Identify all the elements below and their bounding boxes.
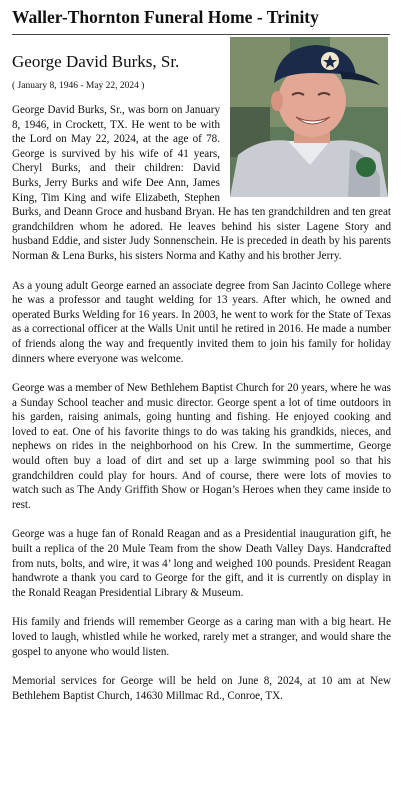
obituary-name: George David Burks, Sr.: [12, 52, 180, 71]
obituary-paragraph-4: George was a huge fan of Ronald Reagan and as a Presidential inauguration gift, he built a replica of the 20 Mule Team from the show Death Valley Days. Handcrafted from nuts, bolts, and wire, it was 4’ long and weighed 100 pounds. President Reagan handwrote a thank you card to George for the gift, and it is currently on display in the Ronald Reagan Presidential Library & Museum.: [12, 528, 391, 599]
portrait-image: [230, 37, 388, 197]
obituary-paragraph-1: George David Burks, Sr., was born on January 8, 1946, in Crockett, TX. He went to be with the Lord on May 22, 2024, at the age of 78. George is survived by his wife of 41 years, Cheryl Burks, and their children: David Burks, Jerry Burks and wife Dee Ann, James King, Tim King and wife Elizabeth, Stephen Burks, and Deann Groce and husband Bryan. He has ten grandchildren and ten great grandchildren whom he adored. He leaves behind his sister Lagene Story and husband Eddie, and sister Judy Sonnenschein. He is preceded in death by his parents Norman & Lena Burks, his sisters Norma and Kathy and his brother Jerry.: [12, 104, 391, 262]
obituary-paragraph-5: His family and friends will remember George as a caring man with a big heart. He loved to laugh, whistled while he worked, rarely met a stranger, and would share the gospel to anyone who would listen.: [12, 616, 391, 658]
obituary-photo: [230, 37, 388, 197]
header-divider: [12, 34, 390, 35]
obituary-paragraph-2: As a young adult George earned an associate degree from San Jacinto College where he was a professor and taught welding for 13 years. After which, he owned and operated Burks Welding for 16 years. In 2003, he went to work for the State of Texas as a correctional officer at the Walls Unit until he retired in 2016. He made a number of friends along the way and frequently invited them to join his family for holiday dinners where everyone was welcome.: [12, 279, 391, 365]
obituary-dates: ( January 8, 1946 - May 22, 2024 ): [12, 81, 145, 91]
site-title: Waller-Thornton Funeral Home - Trinity: [12, 7, 319, 27]
obituary-paragraph-3: George was a member of New Bethlehem Baptist Church for 20 years, where he was a Sunday School teacher and music director. George spent a lot of time outdoors in his garden, raising animals, going hunting and fishing. He enjoyed cooking and loved to eat. One of his favorite things to do was taking his grandkids, nieces, and nephews on rides in the neighborhood on his Crew. In the summertime, George would often buy a load of dirt and set up a large swimming pool so that his grandchildren could play for hours. And of course, there were lots of movies to watch such as The Andy Griffith Show or Hogan’s Heroes when they came inside to rest.: [12, 382, 391, 511]
obituary-paragraph-6: Memorial services for George will be held on June 8, 2024, at 10 am at New Bethlehem Baptist Church, 14630 Millmac Rd., Conroe, TX.: [12, 675, 391, 702]
